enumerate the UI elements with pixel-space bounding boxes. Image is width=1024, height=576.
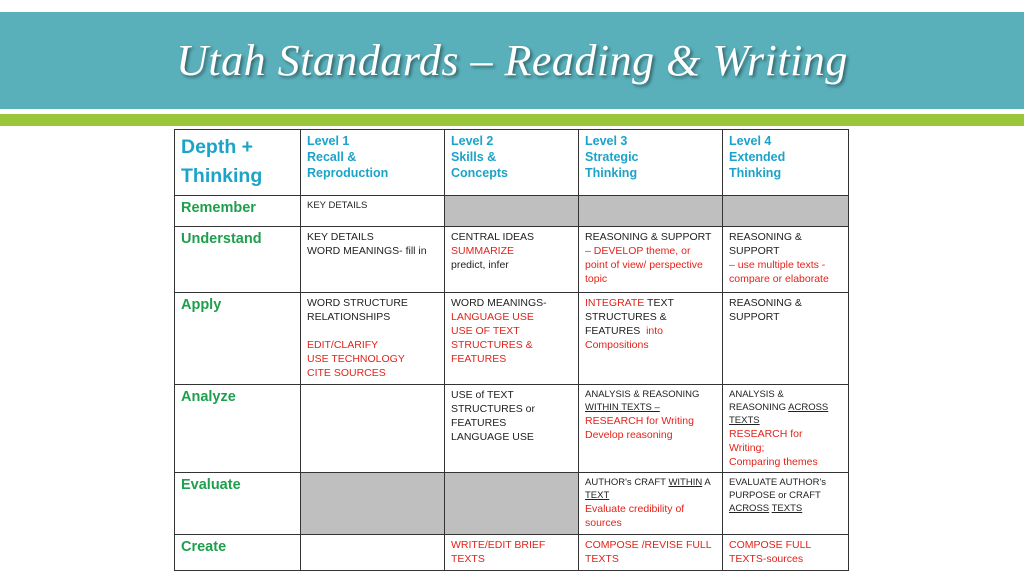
- cell-text: COMPOSE FULL: [729, 539, 812, 551]
- cell-text: REASONING: [729, 402, 787, 413]
- cell-text: PURPOSE or CRAFT: [729, 490, 821, 501]
- cell-text: fill in: [405, 245, 427, 257]
- cell-text: – DEVELOP theme, or: [585, 245, 691, 257]
- cell-text: WRITE/EDIT BRIEF: [451, 539, 546, 551]
- evaluate-level-3-cell: [579, 473, 723, 535]
- cell-text: sources: [585, 517, 622, 529]
- cell-text: TEXTS: [585, 553, 619, 565]
- cell-text: CENTRAL IDEAS: [451, 231, 535, 243]
- corner-header-cell: [175, 130, 301, 196]
- level-3-name-line2: Thinking: [585, 166, 638, 180]
- cell-text: predict, infer: [451, 259, 509, 271]
- cell-text: RESEARCH for: [729, 428, 803, 440]
- apply-level-4-cell: [723, 293, 849, 385]
- row-label: Evaluate: [181, 477, 241, 493]
- cell-text: RESEARCH for Writing: [585, 415, 694, 427]
- empty-cell: [445, 196, 579, 227]
- level-2-name-line2: Concepts: [451, 166, 508, 180]
- cell-text: point of view/ perspective: [585, 259, 703, 271]
- cell-text: REASONING & SUPPORT: [585, 231, 712, 243]
- level-4-name-line1: Extended: [729, 150, 786, 164]
- cell-text: USE OF TEXT: [451, 325, 520, 337]
- cell-text: WORD MEANINGS-: [451, 297, 547, 309]
- row-label-cell: [175, 535, 301, 571]
- analyze-level-4-cell: [723, 385, 849, 473]
- cell-text: WITHIN: [668, 477, 703, 488]
- cell-text: LANGUAGE USE: [451, 431, 534, 443]
- top-strip: [0, 0, 1024, 12]
- cell-text: COMPOSE /REVISE FULL: [585, 539, 712, 551]
- cell-text: STRUCTURES &: [585, 311, 667, 323]
- level-2-name-line1: Skills &: [451, 150, 497, 164]
- apply-level-2-cell: [445, 293, 579, 385]
- cell-text: STRUCTURES &: [451, 339, 533, 351]
- cell-text: WORD MEANINGS-: [307, 245, 403, 257]
- cell-text: WORD STRUCTURE: [307, 297, 408, 309]
- cell-text: EVALUATE AUTHOR's: [729, 477, 827, 488]
- title-banner: [0, 12, 1024, 109]
- cell-text: Compositions: [585, 339, 649, 351]
- cell-text: A: [704, 477, 711, 488]
- cell-text: compare or elaborate: [729, 273, 829, 285]
- level-1-name-line2: Reproduction: [307, 166, 389, 180]
- slide-title: Utah Standards – Reading & Writing: [176, 36, 848, 85]
- analyze-level-3-cell: [579, 385, 723, 473]
- cell-text: TEXTS: [771, 503, 803, 514]
- corner-header-line1: Depth +: [181, 136, 254, 158]
- row-label: Apply: [181, 297, 222, 313]
- understand-level-4-cell: [723, 227, 849, 293]
- cell-text: WITHIN TEXTS –: [585, 402, 660, 413]
- table-row-analyze: [175, 385, 849, 473]
- table-row-understand: [175, 227, 849, 293]
- level-1-header: [301, 130, 445, 196]
- cell-text: topic: [585, 273, 608, 285]
- remember-level-1-cell: [301, 196, 445, 227]
- level-1-number: Level 1: [307, 134, 350, 148]
- level-4-number: Level 4: [729, 134, 772, 148]
- level-4-name-line2: Thinking: [729, 166, 782, 180]
- table-row-apply: [175, 293, 849, 385]
- cell-text: ACROSS: [788, 402, 829, 413]
- cell-text: USE TECHNOLOGY: [307, 353, 405, 365]
- cell-text: TEXTS-sources: [729, 553, 804, 565]
- empty-cell: [301, 473, 445, 535]
- cell-text: KEY DETAILS: [307, 200, 368, 211]
- apply-level-1-cell: [301, 293, 445, 385]
- level-3-header: [579, 130, 723, 196]
- understand-level-3-cell: [579, 227, 723, 293]
- table-row-remember: [175, 196, 849, 227]
- cell-text: KEY DETAILS: [307, 231, 374, 243]
- cell-text: into: [646, 325, 664, 337]
- cell-text: STRUCTURES or: [451, 403, 536, 415]
- row-label-cell: [175, 293, 301, 385]
- cell-text: Evaluate credibility of: [585, 503, 685, 515]
- cell-text: TEXTS: [729, 415, 760, 426]
- cell-text: Develop reasoning: [585, 429, 673, 441]
- understand-level-1-cell: [301, 227, 445, 293]
- create-level-2-cell: [445, 535, 579, 571]
- empty-cell: [445, 473, 579, 535]
- cell-text: EDIT/CLARIFY: [307, 339, 379, 351]
- row-label-cell: [175, 385, 301, 473]
- cell-text: LANGUAGE USE: [451, 311, 534, 323]
- cell-text: ANALYSIS &: [729, 389, 784, 400]
- empty-cell: [723, 196, 849, 227]
- table-row-evaluate: [175, 473, 849, 535]
- empty-cell: [579, 196, 723, 227]
- cell-text: SUPPORT: [729, 245, 780, 257]
- cell-text: REASONING &: [729, 231, 802, 243]
- create-level-3-cell: [579, 535, 723, 571]
- cell-text: ANALYSIS & REASONING: [585, 389, 700, 400]
- row-label-cell: [175, 473, 301, 535]
- cell-text: CITE SOURCES: [307, 367, 386, 379]
- table-row-create: [175, 535, 849, 571]
- analyze-level-1-cell: [301, 385, 445, 473]
- cell-text: Writing;: [729, 442, 765, 454]
- cell-text: Comparing themes: [729, 456, 818, 468]
- evaluate-level-4-cell: [723, 473, 849, 535]
- cell-text: FEATURES: [585, 325, 641, 337]
- row-label: Create: [181, 539, 227, 555]
- level-2-number: Level 2: [451, 134, 494, 148]
- level-2-header: [445, 130, 579, 196]
- analyze-level-2-cell: [445, 385, 579, 473]
- cell-text: FEATURES: [451, 353, 507, 365]
- cell-text: USE of TEXT: [451, 389, 514, 401]
- level-3-number: Level 3: [585, 134, 628, 148]
- row-label-cell: [175, 196, 301, 227]
- apply-level-3-cell: [579, 293, 723, 385]
- cell-text: SUMMARIZE: [451, 245, 514, 257]
- create-level-1-cell: [301, 535, 445, 571]
- cell-text: SUPPORT: [729, 311, 780, 323]
- create-level-4-cell: [723, 535, 849, 571]
- cell-text: AUTHOR's CRAFT: [585, 477, 666, 488]
- table-header-row: [175, 130, 849, 196]
- corner-header-line2: Thinking: [181, 165, 263, 187]
- cell-text: TEXT: [647, 297, 674, 309]
- row-label-cell: [175, 227, 301, 293]
- cell-text: INTEGRATE: [585, 297, 645, 309]
- row-label: Analyze: [181, 389, 236, 405]
- cell-text: TEXTS: [451, 553, 485, 565]
- cell-text: REASONING &: [729, 297, 802, 309]
- level-3-name-line1: Strategic: [585, 150, 639, 164]
- cell-text: FEATURES: [451, 417, 507, 429]
- level-4-header: [723, 130, 849, 196]
- understand-level-2-cell: [445, 227, 579, 293]
- cell-text: ACROSS: [729, 503, 770, 514]
- cell-text: – use multiple texts -: [729, 259, 826, 271]
- accent-bar: [0, 114, 1024, 126]
- level-1-name-line1: Recall &: [307, 150, 357, 164]
- cell-text: RELATIONSHIPS: [307, 311, 391, 323]
- row-label: Remember: [181, 200, 256, 216]
- cell-text: TEXT: [585, 490, 610, 501]
- row-label: Understand: [181, 231, 262, 247]
- standards-table: [174, 129, 849, 571]
